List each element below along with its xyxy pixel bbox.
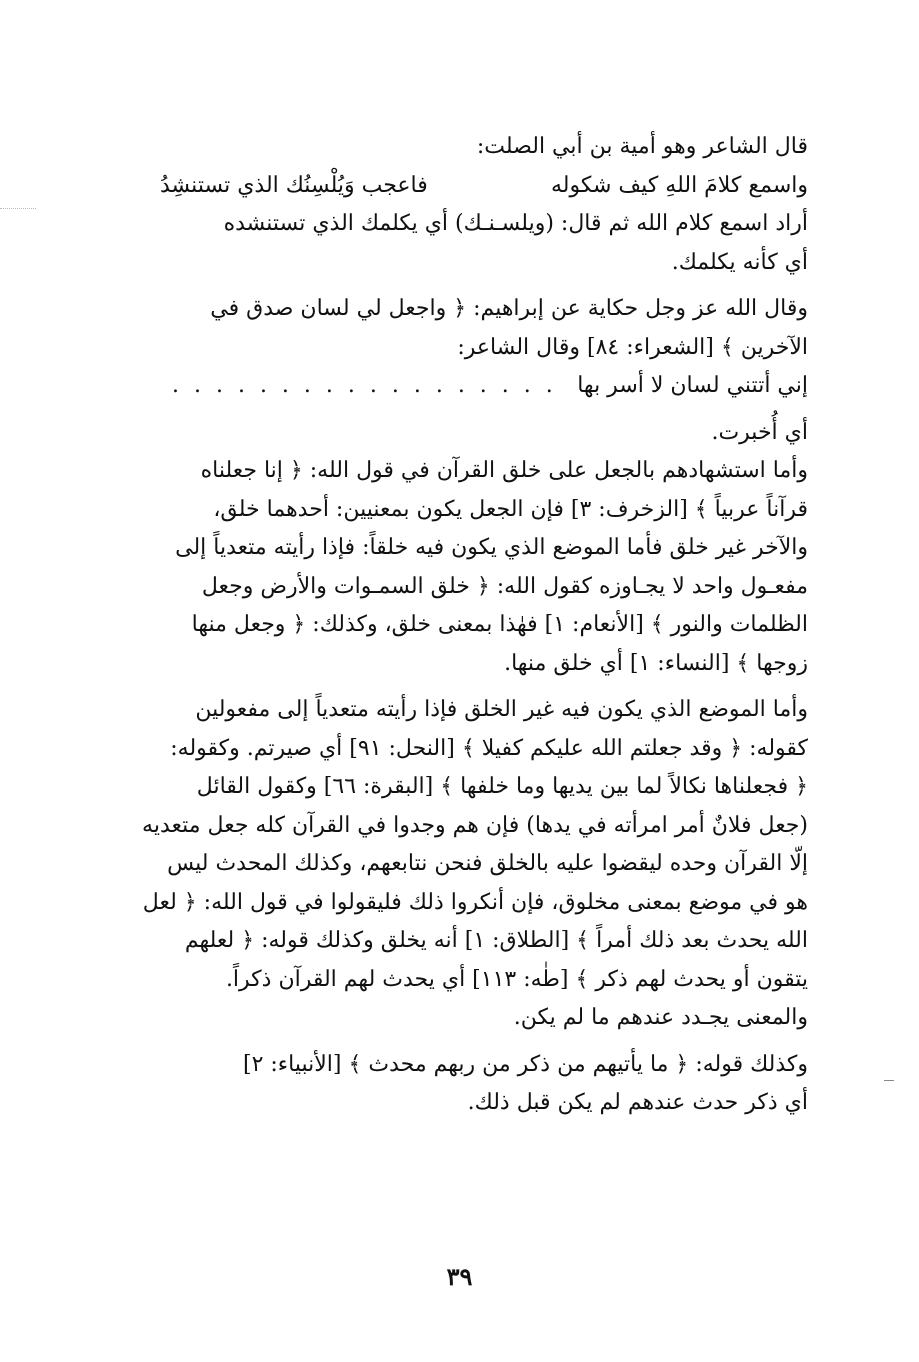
page-number: ٣٩	[446, 1262, 473, 1291]
verse-second-hemistich: فاعجب وَيُلْسِنُك الذي تستنشِدُ	[160, 172, 428, 198]
text-line: الله يحدث بعد ذلك أمراً ﴾ [الطلاق: ١] أنه يخلق وكذلك قوله: ﴿ لعلهم	[184, 928, 808, 953]
text-line: كقوله: ﴿ وقد جعلتم الله عليكم كفيلا ﴾ [النحل: ٩١] أي صيرتم. وكقوله:	[170, 735, 808, 761]
poem-verse-partial	[108, 367, 808, 406]
margin-mark-right	[884, 1080, 894, 1081]
text-line: زوجها ﴾ [النساء: ١] أي خلق منها.	[504, 650, 808, 676]
text-line: أي كأنه يكلمك.	[671, 249, 808, 275]
text-line: أي ذكر حدث عندهم لم يكن قبل ذلك.	[467, 1090, 808, 1115]
text-line: ﴿ فجعلناها نكالاً لما بين يديها وما خلفها ﴾ [البقرة: ٦٦] وكقول القائل	[196, 774, 808, 799]
verse-first-hemistich: إني أتتني لسان لا أسر بها	[577, 373, 808, 398]
text-line: وقال الله عز وجل حكاية عن إبراهيم: ﴿ واجعل لي لسان صدق في	[210, 296, 808, 321]
text-line: والآخر غير خلق فأما الموضع الذي يكون فيه خلقاً: فإذا رأيته متعدياً إلى	[175, 535, 808, 560]
text-line: مفعـول واحد لا يجـاوزه كقول الله: ﴿ خلق السمـوات والأرض وجعل	[201, 573, 808, 599]
text-line: إلّا القرآن وحده ليقضوا عليه بالخلق فنحن نتابعهم، وكذلك المحدث ليس	[167, 851, 808, 876]
text-line: وأما استشهادهم بالجعل على خلق القرآن في قول الله: ﴿ إنا جعلناه	[200, 458, 808, 483]
text-line: وأما الموضع الذي يكون فيه غير الخلق فإذا رأيته متعدياً إلى مفعولين	[195, 697, 808, 722]
text-line: هو في موضع بمعنى مخلوق، فإن أنكروا ذلك فليقولوا في قول الله: ﴿ لعل	[142, 889, 808, 915]
text-line: الآخرين ﴾ [الشعراء: ٨٤] وقال الشاعر:	[457, 334, 808, 360]
text-line: الظلمات والنور ﴾ [الأنعام: ١] فهٰذا بمعنى خلق، وكذلك: ﴿ وجعل منها	[191, 612, 808, 637]
text-line: والمعنى يجـدد عندهم ما لم يكن.	[513, 1005, 808, 1030]
verse-first-hemistich: واسمع كلامَ اللهِ كيف شكوله	[550, 172, 808, 198]
text-line: قرآناً عربياً ﴾ [الزخرف: ٣] فإن الجعل يكون بمعنيين: أحدهما خلق،	[213, 496, 808, 522]
text-line: أي أُخبرت.	[711, 419, 808, 445]
poem-verse	[108, 167, 808, 206]
verse-ellipsis: . . . . . . . . . . . . . . . . . .	[172, 373, 557, 398]
text-line: قال الشاعر وهو أمية بن أبي الصلت:	[476, 134, 808, 159]
page-body-text	[108, 128, 808, 1123]
text-line: (جعل فلانٌ أمر امرأته في يدها) فإن هم وجدوا في القرآن كله جعل متعديه	[142, 812, 808, 838]
text-line: أراد اسمع كلام الله ثم قال: (ويلسـنـك) أي يكلمك الذي تستنشده	[223, 211, 808, 236]
text-line: وكذلك قوله: ﴿ ما يأتيهم من ذكر من ربهم محدث ﴾ [الأنبياء: ٢]	[242, 1051, 808, 1077]
text-line: يتقون أو يحدث لهم ذكر ﴾ [طٰه: ١١٣] أي يحدث لهم القرآن ذكراً.	[225, 966, 808, 992]
margin-mark-top	[0, 208, 36, 210]
